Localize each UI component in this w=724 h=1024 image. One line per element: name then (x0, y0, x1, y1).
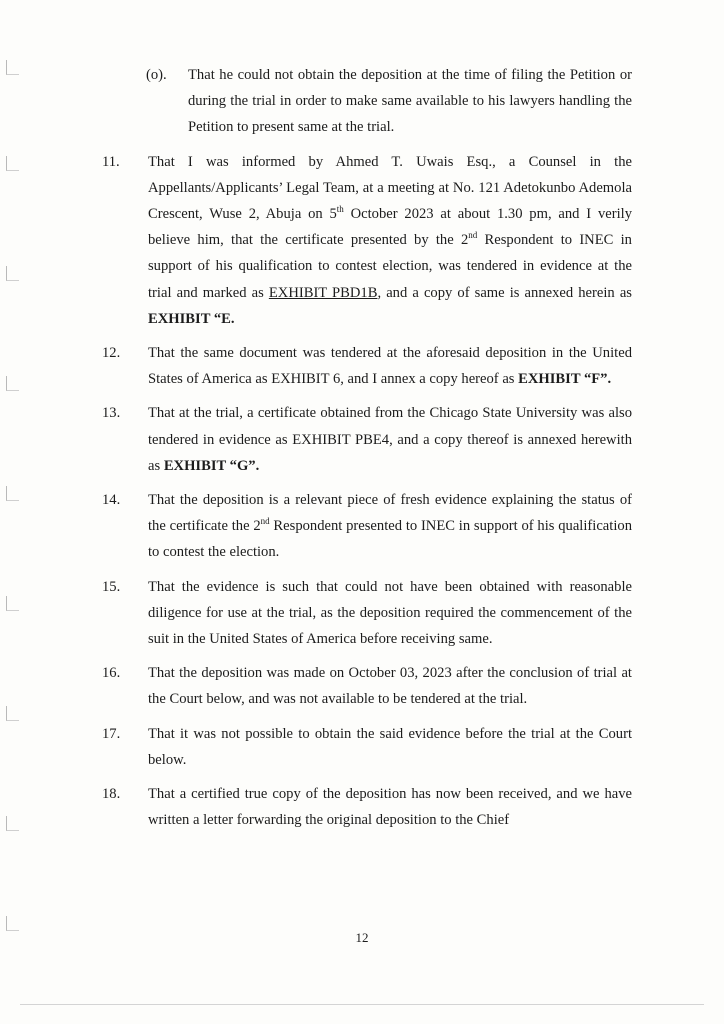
paragraph-number: (o). (146, 67, 167, 83)
paragraph-o (102, 62, 632, 141)
paragraph-number: 14. (102, 492, 121, 509)
exhibit-reference: EXHIBIT PBD1B (268, 284, 378, 301)
paragraph-text: That he could not obtain the deposition at the time of filing the Petition or during the trial in order to make same available to his lawyers handling the Petition to present same at the trial. (188, 67, 632, 136)
paragraph-11 (102, 149, 632, 332)
paragraph-number: 13. (102, 405, 121, 422)
paragraph-number: 17. (102, 725, 121, 742)
document-body (102, 62, 632, 841)
scanned-page-edge (6, 60, 26, 960)
paragraph-number: 11. (102, 153, 120, 170)
exhibit-label: EXHIBIT “E. (148, 310, 235, 327)
paragraph-text: That at the trial, a certificate obtained from the Chicago State University was also tendered in evidence as EXHIBIT PBE4, and a copy thereof is annexed herewith as EXHIBIT “G”. (148, 405, 632, 474)
paragraph-number: 12. (102, 345, 121, 362)
paragraph-number: 15. (102, 578, 121, 595)
paragraph-18 (102, 781, 632, 833)
exhibit-label: EXHIBIT “F”. (518, 371, 612, 388)
paragraph-13 (102, 400, 632, 479)
paragraph-text: That the evidence is such that could not have been obtained with reasonable diligence for use at the trial, as the deposition required the commencement of the suit in the United States of America before receiving same. (148, 578, 632, 648)
paragraph-text: That I was informed by Ahmed T. Uwais Esq., a Counsel in the Appellants/Applicants’ Legal Team, at a meeting at No. 121 Adetokunbo Ademola Crescent, Wuse 2, Abuja on 5th October 2023 at about 1.30 pm, and I verily believe him, that the certificate presented by the 2nd Respondent to INEC in support of his qualification to contest election, was tendered in evidence at the trial and marked as EXHIBIT PBD1B, and a copy of same is annexed herein as EXHIBIT “E. (148, 153, 632, 327)
paragraph-15 (102, 574, 632, 653)
paragraph-17 (102, 721, 632, 773)
paragraph-text: That the deposition is a relevant piece of fresh evidence explaining the status of the certificate the 2nd Respondent presented to INEC in support of his qualification to contest the election. (148, 492, 632, 561)
paragraph-text: That the deposition was made on October 03, 2023 after the conclusion of trial at the Court below, and was not available to be tendered at the trial. (148, 665, 632, 708)
paragraph-number: 18. (102, 786, 121, 803)
paragraph-text: That the same document was tendered at the aforesaid deposition in the United States of America as EXHIBIT 6, and I annex a copy hereof as EXHIBIT “F”. (148, 345, 632, 388)
paragraph-number: 16. (102, 665, 121, 682)
paragraph-text: That a certified true copy of the deposition has now been received, and we have written a letter forwarding the original deposition to the Chief (148, 786, 632, 829)
paragraph-16 (102, 660, 632, 712)
paragraph-14 (102, 487, 632, 566)
paragraph-text: That it was not possible to obtain the said evidence before the trial at the Court below. (148, 725, 632, 768)
paragraph-12 (102, 340, 632, 392)
scanned-page-bottom-edge (20, 1004, 704, 1005)
exhibit-label: EXHIBIT “G”. (163, 457, 260, 474)
page-number: 12 (355, 930, 369, 945)
